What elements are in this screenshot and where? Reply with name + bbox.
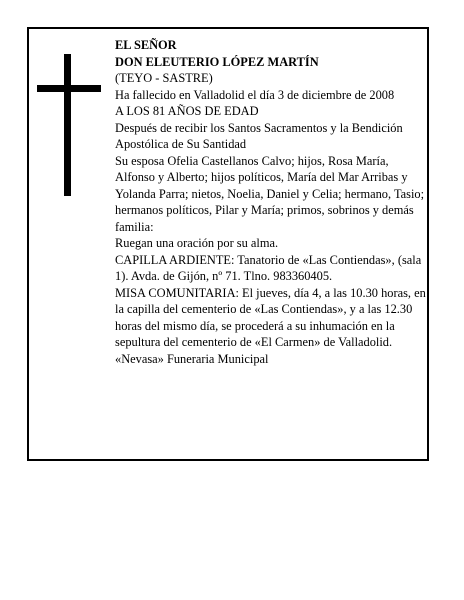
death-announcement: Ha fallecido en Valladolid el día 3 de diciembre de 2008 <box>115 87 395 102</box>
cross-horizontal-bar <box>37 85 101 92</box>
age-line: A LOS 81 AÑOS DE EDAD <box>115 104 259 118</box>
funeral-home: «Nevasa» Funeraria Municipal <box>115 351 269 366</box>
cross-vertical-bar <box>64 54 71 196</box>
sacraments-line: Después de recibir los Santos Sacramentos y la Bendición Apostólica de Su Santidad <box>115 120 403 151</box>
cross-icon <box>37 54 101 196</box>
obituary-text <box>115 37 427 367</box>
chapel-info: CAPILLA ARDIENTE: Tanatorio de «Las Contiendas», (sala 1). Avda. de Gijón, nº 71. Tlno. 983360405. <box>115 252 422 283</box>
family-list: Su esposa Ofelia Castellanos Calvo; hijos, Rosa María, Alfonso y Alberto; hijos políticos, María del Mar Arribas y Yolanda Parra; nietos, Noelia, Daniel y Celia; hermano, Tasio; hermanos políticos, Pilar y María; primos, sobrinos y demás familia: <box>115 153 425 234</box>
title-line: EL SEÑOR <box>115 38 177 52</box>
nickname: (TEYO - SASTRE) <box>115 71 213 85</box>
prayer-request: Ruegan una oración por su alma. <box>115 236 279 250</box>
mass-info: MISA COMUNITARIA: El jueves, día 4, a las 10.30 horas, en la capilla del cementerio de «Las Contiendas», y a las 12.30 horas del mismo día, se procederá a su inhumación en la sepultura del cementerio de «El Carmen» de Valladolid. <box>115 285 426 349</box>
deceased-name: DON ELEUTERIO LÓPEZ MARTÍN <box>115 54 319 69</box>
